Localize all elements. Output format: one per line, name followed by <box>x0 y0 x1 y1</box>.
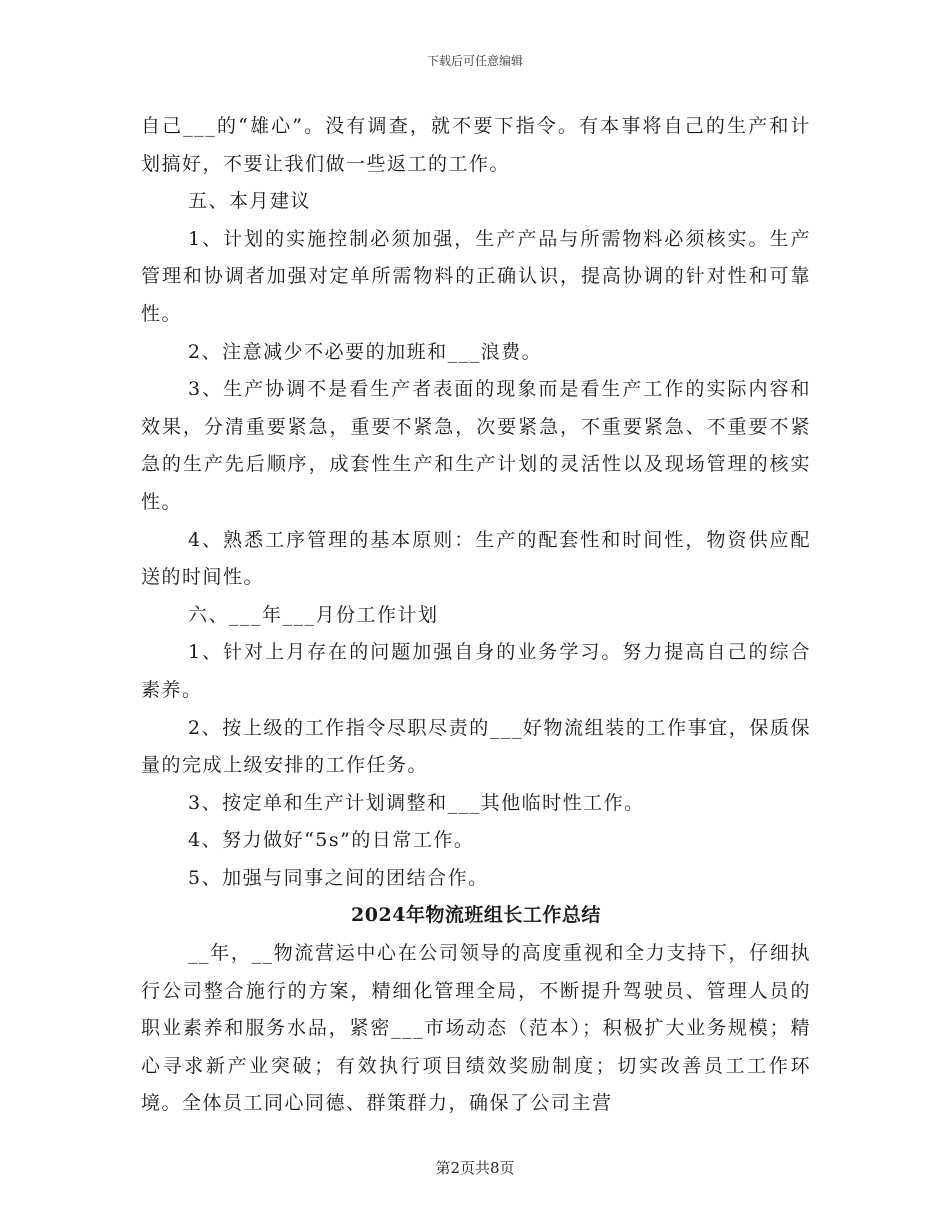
paragraph-plan-2: 2、按上级的工作指令尽职尽责的___好物流组装的工作事宜，保质保量的完成上级安排的工作任务。 <box>141 716 811 777</box>
paragraph-suggestion-4: 4、熟悉工序管理的基本原则：生产的配套性和时间性，物资供应配送的时间性。 <box>141 528 811 589</box>
paragraph-plan-5: 5、加强与同事之间的团结合作。 <box>188 866 489 889</box>
paragraph-suggestion-3: 3、生产协调不是看生产者表面的现象而是看生产工作的实际内容和效果，分清重要紧急，重要不紧急，次要紧急，不重要紧急、不重要不紧急的生产先后顺序，成套性生产和生产计划的灵活性以及现场管理的核实性。 <box>141 378 811 513</box>
heading-section-six: 六、___年___月份工作计划 <box>188 603 439 626</box>
section-title: 2024年物流班组长工作总结 <box>351 904 601 927</box>
page-footer: 第2页共8页 <box>435 1159 515 1177</box>
paragraph-plan-1: 1、针对上月存在的问题加强自身的业务学习。努力提高自己的综合素养。 <box>141 641 811 701</box>
page-header: 下载后可任意编辑 <box>426 54 523 68</box>
paragraph-plan-3: 3、按定单和生产计划调整和___其他临时性工作。 <box>188 791 645 814</box>
paragraph-continuation: 自己___的“雄心”。没有调查，就不要下指令。有本事将自己的生产和计划搞好，不要让我们做一些返工的工作。 <box>141 115 811 175</box>
document-body <box>141 108 811 1123</box>
heading-section-five: 五、本月建议 <box>188 190 312 213</box>
paragraph-summary: __年，__物流营运中心在公司领导的高度重视和全力支持下，仔细执行公司整合施行的方案，精细化管理全局，不断提升驾驶员、管理人员的职业素养和服务水品，紧密___市场动态（范本）；积极扩大业务规模；精心寻求新产业突破；有效执行项目绩效奖励制度；切实改善员工工作环境。全体员工同心同德、群策群力，确保了公司主营 <box>141 942 811 1115</box>
paragraph-plan-4: 4、努力做好“5s”的日常工作。 <box>188 829 475 852</box>
paragraph-suggestion-2: 2、注意减少不必要的加班和___浪费。 <box>188 340 543 363</box>
paragraph-suggestion-1: 1、计划的实施控制必须加强，生产产品与所需物料必须核实。生产管理和协调者加强对定单所需物料的正确认识，提高协调的针对性和可靠性。 <box>141 227 811 325</box>
